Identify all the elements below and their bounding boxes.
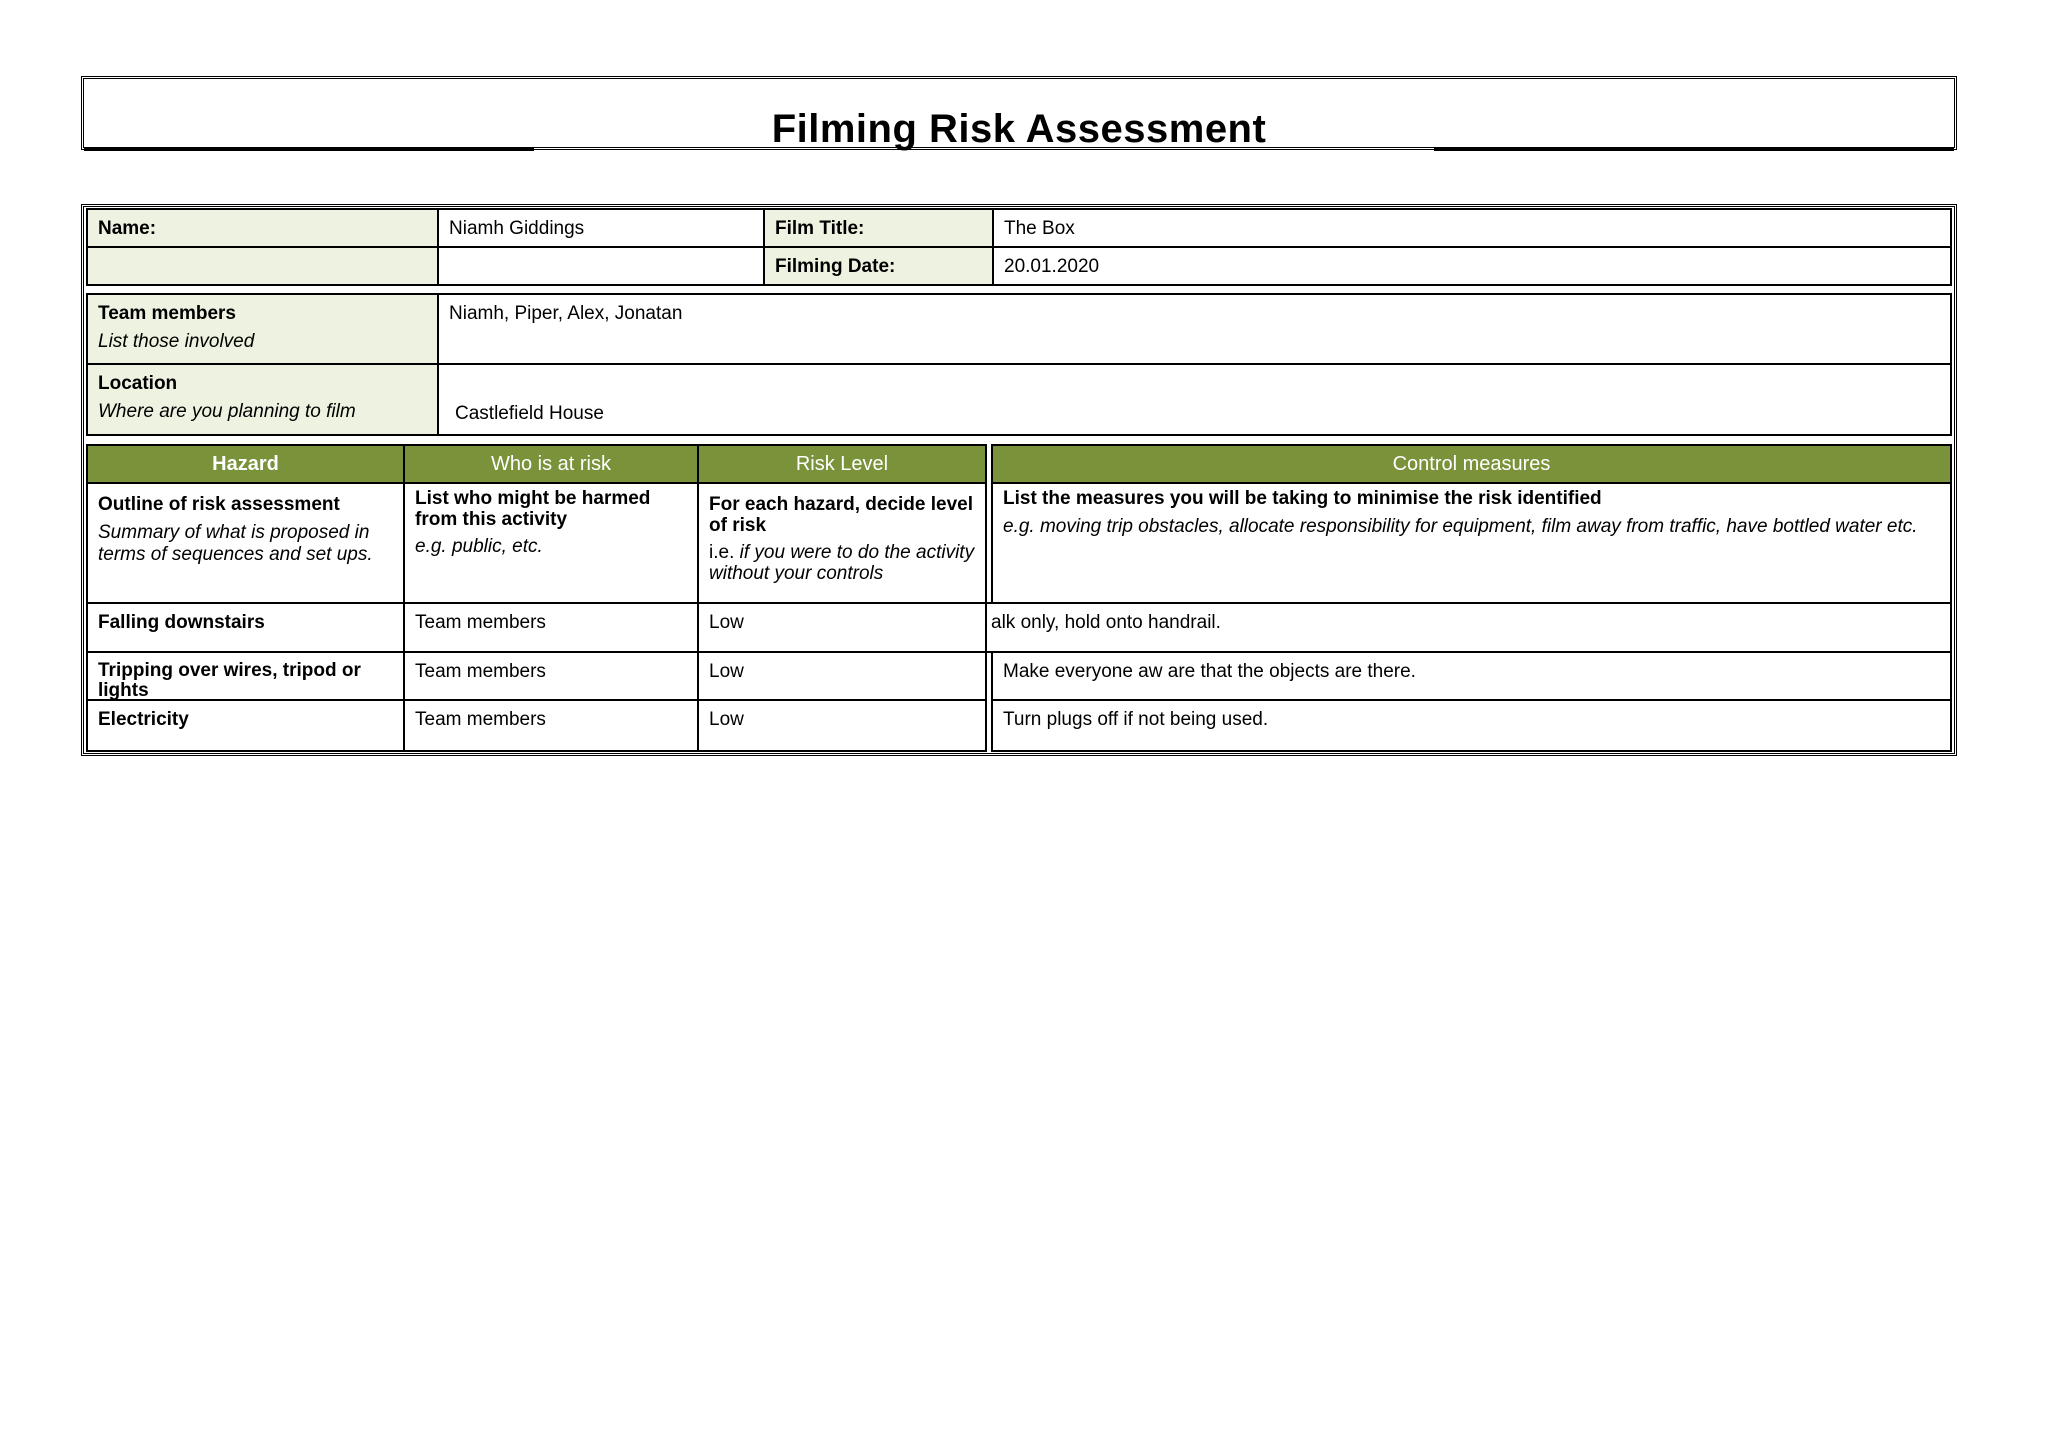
filming-date-value: 20.01.2020 <box>992 246 1952 286</box>
team-members-label: Team members List those involved <box>86 293 439 365</box>
film-title-label: Film Title: <box>763 208 994 248</box>
table-row-who-at-risk: Team members <box>403 602 699 653</box>
table-row-control-measures: Turn plugs off if not being used. <box>991 699 1952 752</box>
blank-value-cell <box>437 246 765 286</box>
filming-date-label: Filming Date: <box>763 246 994 286</box>
guidance-hazard: Outline of risk assessment Summary of what is proposed in terms of sequences and set ups. <box>86 482 405 604</box>
table-row-who-at-risk: Team members <box>403 699 699 752</box>
title-box <box>81 76 1957 150</box>
column-header-risk-level: Risk Level <box>697 444 987 484</box>
blank-label-cell <box>86 246 439 286</box>
location-value: Castlefield House <box>437 363 1952 436</box>
team-members-value: Niamh, Piper, Alex, Jonatan <box>437 293 1952 365</box>
table-row-risk-level: Low <box>697 651 987 701</box>
guidance-control-measures: List the measures you will be taking to minimise the risk identified e.g. moving trip obstacles, allocate responsibility for equipment, film away from traffic, have bottled water etc. <box>991 482 1952 604</box>
document-title: Filming Risk Assessment <box>771 107 1267 151</box>
column-header-who-at-risk: Who is at risk <box>403 444 699 484</box>
table-row-hazard: Tripping over wires, tripod or lights <box>86 651 405 701</box>
table-row-hazard: Falling downstairs <box>86 602 405 653</box>
column-header-hazard: Hazard <box>86 444 405 484</box>
name-value: Niamh Giddings <box>437 208 765 248</box>
table-row-who-at-risk: Team members <box>403 651 699 701</box>
table-row-risk-level: Low <box>697 699 987 752</box>
guidance-who-at-risk: List who might be harmed from this activity e.g. public, etc. <box>403 482 699 604</box>
table-row-risk-level: Low <box>697 602 987 653</box>
location-label: Location Where are you planning to film <box>86 363 439 436</box>
film-title-value: The Box <box>992 208 1952 248</box>
table-row-control-measures: Make everyone aw are that the objects are there. <box>991 651 1952 701</box>
table-row-control-measures: alk only, hold onto handrail. <box>985 602 1952 653</box>
column-header-control-measures: Control measures <box>991 444 1952 484</box>
guidance-risk-level: For each hazard, decide level of risk i.e. if you were to do the activity without your controls <box>697 482 987 604</box>
name-label: Name: <box>86 208 439 248</box>
table-row-hazard: Electricity <box>86 699 405 752</box>
